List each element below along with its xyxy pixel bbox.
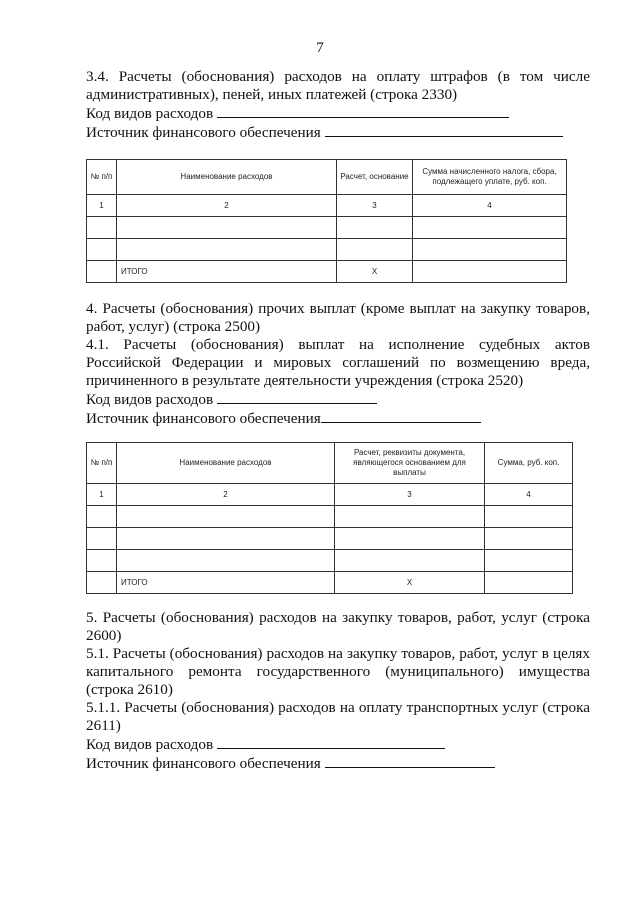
table-cell[interactable] (413, 239, 567, 261)
table-cell (87, 572, 117, 594)
code-label: Код видов расходов (86, 736, 214, 753)
source-label: Источник финансового обеспечения (86, 124, 321, 141)
column-number: 2 (117, 195, 337, 217)
column-number: 3 (337, 195, 413, 217)
table-cell[interactable] (485, 506, 573, 528)
total-row (87, 261, 567, 283)
table-row (87, 506, 573, 528)
column-number-row (87, 195, 567, 217)
header-cell: Наименование расходов (117, 160, 337, 195)
table-cell (87, 261, 117, 283)
table-cell[interactable] (337, 217, 413, 239)
column-number: 3 (335, 484, 485, 506)
source-blank[interactable] (325, 754, 495, 768)
code-blank[interactable] (217, 390, 377, 404)
table-cell[interactable] (87, 550, 117, 572)
document-body (86, 68, 590, 773)
header-cell: № п/п (87, 443, 117, 484)
section-3-4-heading: 3.4. Расчеты (обоснования) расходов на оплату штрафов (в том числе административных), пеней, иных платежей (строка 2330) (86, 68, 590, 103)
table-cell[interactable] (117, 550, 335, 572)
total-row (87, 572, 573, 594)
table-cell[interactable] (87, 528, 117, 550)
table-cell[interactable] (335, 528, 485, 550)
source-label: Источник финансового обеспечения (86, 410, 321, 427)
table-header-row (87, 160, 567, 195)
table-cell[interactable] (337, 239, 413, 261)
column-number-row (87, 484, 573, 506)
header-cell: Сумма, руб. коп. (485, 443, 573, 484)
source-blank[interactable] (321, 409, 481, 423)
header-cell: № п/п (87, 160, 117, 195)
total-mark: Х (335, 572, 485, 594)
code-blank[interactable] (217, 104, 509, 118)
column-number: 4 (485, 484, 573, 506)
section-4-heading: 4. Расчеты (обоснования) прочих выплат (кроме выплат на закупку товаров, работ, услуг) (строка 2500) (86, 300, 590, 335)
column-number: 2 (117, 484, 335, 506)
section-5-1-heading: 5.1. Расчеты (обоснования) расходов на закупку товаров, работ, услуг в целях капитального ремонта государственного (муниципального) имущества (строка 2610) (86, 645, 590, 698)
source-label: Источник финансового обеспечения (86, 755, 321, 772)
table-header-row (87, 443, 573, 484)
total-mark: Х (337, 261, 413, 283)
section-5-1-1-heading: 5.1.1. Расчеты (обоснования) расходов на оплату транспортных услуг (строка 2611) (86, 699, 590, 734)
table-cell[interactable] (117, 239, 337, 261)
table-cell[interactable] (87, 239, 117, 261)
table-cell[interactable] (335, 506, 485, 528)
table-cell[interactable] (117, 528, 335, 550)
table-cell[interactable] (117, 506, 335, 528)
code-blank[interactable] (217, 735, 445, 749)
column-number: 1 (87, 484, 117, 506)
column-number: 1 (87, 195, 117, 217)
table-row (87, 217, 567, 239)
table-row (87, 550, 573, 572)
header-cell: Сумма начисленного налога, сбора, подлежащего уплате, руб. коп. (413, 160, 567, 195)
table-cell[interactable] (87, 506, 117, 528)
source-field-4-1 (86, 409, 590, 428)
total-label: ИТОГО (117, 572, 335, 594)
header-cell: Наименование расходов (117, 443, 335, 484)
table-cell[interactable] (117, 217, 337, 239)
source-blank[interactable] (325, 123, 563, 137)
table-cell[interactable] (485, 528, 573, 550)
source-field-3-4 (86, 123, 590, 142)
code-field-3-4 (86, 104, 590, 123)
table-4-1 (86, 442, 573, 594)
table-cell[interactable] (413, 217, 567, 239)
section-5-heading: 5. Расчеты (обоснования) расходов на закупку товаров, работ, услуг (строка 2600) (86, 609, 590, 644)
header-cell: Расчет, реквизиты документа, являющегося основанием для выплаты (335, 443, 485, 484)
code-label: Код видов расходов (86, 391, 214, 408)
table-row (87, 528, 573, 550)
table-cell[interactable] (335, 550, 485, 572)
header-cell: Расчет, основание (337, 160, 413, 195)
section-4-1-heading: 4.1. Расчеты (обоснования) выплат на исполнение судебных актов Российской Федерации и мировых соглашений по возмещению вреда, причиненного в результате деятельности учреждения (строка 2520) (86, 336, 590, 389)
table-cell[interactable] (485, 550, 573, 572)
source-field-5-1-1 (86, 754, 590, 773)
total-label: ИТОГО (117, 261, 337, 283)
table-row (87, 239, 567, 261)
code-field-5-1-1 (86, 735, 590, 754)
column-number: 4 (413, 195, 567, 217)
code-label: Код видов расходов (86, 105, 214, 122)
table-cell[interactable] (87, 217, 117, 239)
total-sum-cell[interactable] (485, 572, 573, 594)
table-3-4 (86, 159, 567, 283)
page-number: 7 (316, 40, 324, 56)
code-field-4-1 (86, 390, 590, 409)
total-sum-cell[interactable] (413, 261, 567, 283)
